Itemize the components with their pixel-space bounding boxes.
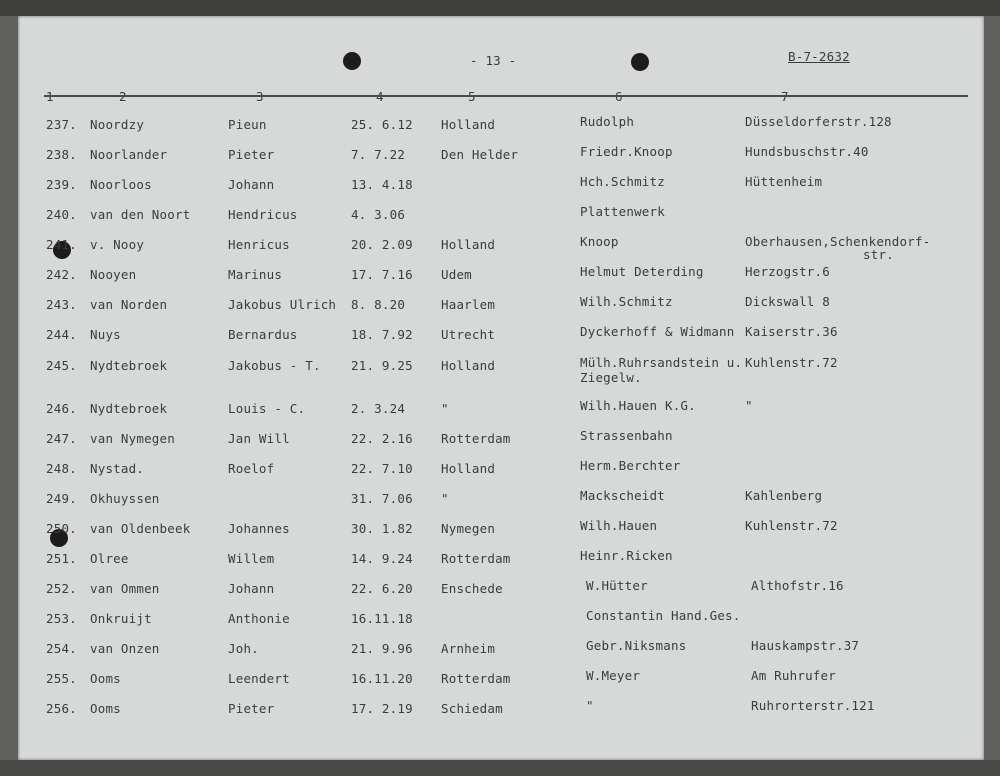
firstname-cell: Johannes bbox=[228, 521, 290, 536]
document-page bbox=[18, 16, 984, 760]
row-number: 244. bbox=[46, 327, 77, 342]
birthplace-cell: Utrecht bbox=[441, 327, 496, 342]
surname-cell: Noorlander bbox=[90, 147, 168, 162]
address-cell: Kuhlenstr.72 bbox=[745, 355, 838, 370]
firstname-cell: Jan Will bbox=[228, 431, 290, 446]
firstname-cell: Johann bbox=[228, 581, 275, 596]
birthdate-cell: 16.11.18 bbox=[351, 611, 413, 626]
birthplace-cell: Nymegen bbox=[441, 521, 496, 536]
surname-cell: Onkruijt bbox=[90, 611, 152, 626]
header-rule bbox=[44, 95, 968, 97]
surname-cell: Noordzy bbox=[90, 117, 145, 132]
employer-continuation: Ziegelw. bbox=[580, 370, 642, 385]
birthplace-cell: Holland bbox=[441, 461, 496, 476]
address-cell: Kaiserstr.36 bbox=[745, 324, 838, 339]
employer-cell: W.Meyer bbox=[586, 668, 641, 683]
scanner-background-bottom bbox=[0, 760, 1000, 776]
surname-cell: Ooms bbox=[90, 671, 121, 686]
address-cell: Kuhlenstr.72 bbox=[745, 518, 838, 533]
surname-cell: van Ommen bbox=[90, 581, 160, 596]
address-cell: Hundsbuschstr.40 bbox=[745, 144, 869, 159]
surname-cell: Nooyen bbox=[90, 267, 137, 282]
row-number: 238. bbox=[46, 147, 77, 162]
address-cell: Hüttenheim bbox=[745, 174, 823, 189]
surname-cell: Olree bbox=[90, 551, 129, 566]
firstname-cell: Bernardus bbox=[228, 327, 298, 342]
page-number: - 13 - bbox=[470, 53, 517, 68]
reference-number: B-7-2632 bbox=[788, 49, 850, 64]
employer-cell: Heinr.Ricken bbox=[580, 548, 673, 563]
row-number: 250. bbox=[46, 521, 77, 536]
row-number: 241. bbox=[46, 237, 77, 252]
firstname-cell: Louis - C. bbox=[228, 401, 306, 416]
employer-cell: Friedr.Knoop bbox=[580, 144, 673, 159]
row-number: 240. bbox=[46, 207, 77, 222]
row-number: 246. bbox=[46, 401, 77, 416]
birthdate-cell: 21. 9.96 bbox=[351, 641, 413, 656]
address-cell: Oberhausen,Schenkendorf- bbox=[745, 234, 931, 249]
employer-cell: Mülh.Ruhrsandstein u. bbox=[580, 355, 743, 370]
firstname-cell: Pieun bbox=[228, 117, 267, 132]
birthdate-cell: 16.11.20 bbox=[351, 671, 413, 686]
birthplace-cell: Holland bbox=[441, 358, 496, 373]
birthdate-cell: 31. 7.06 bbox=[351, 491, 413, 506]
employer-cell: Knoop bbox=[580, 234, 619, 249]
firstname-cell: Marinus bbox=[228, 267, 283, 282]
surname-cell: Nydtebroek bbox=[90, 401, 168, 416]
row-number: 252. bbox=[46, 581, 77, 596]
firstname-cell: Jakobus - T. bbox=[228, 358, 321, 373]
birthplace-cell: Holland bbox=[441, 117, 496, 132]
firstname-cell: Leendert bbox=[228, 671, 290, 686]
employer-cell: Rudolph bbox=[580, 114, 635, 129]
surname-cell: Okhuyssen bbox=[90, 491, 160, 506]
row-number: 237. bbox=[46, 117, 77, 132]
row-number: 245. bbox=[46, 358, 77, 373]
scanner-background-top bbox=[0, 0, 1000, 16]
employer-cell: Mackscheidt bbox=[580, 488, 665, 503]
employer-cell: Wilh.Schmitz bbox=[580, 294, 673, 309]
address-cell: Ruhrorterstr.121 bbox=[751, 698, 875, 713]
firstname-cell: Roelof bbox=[228, 461, 275, 476]
row-number: 239. bbox=[46, 177, 77, 192]
firstname-cell: Joh. bbox=[228, 641, 259, 656]
birthplace-cell: Udem bbox=[441, 267, 472, 282]
address-cell: Düsseldorferstr.128 bbox=[745, 114, 892, 129]
row-number: 251. bbox=[46, 551, 77, 566]
employer-cell: Dyckerhoff & Widmann bbox=[580, 324, 735, 339]
surname-cell: Ooms bbox=[90, 701, 121, 716]
birthdate-cell: 14. 9.24 bbox=[351, 551, 413, 566]
employer-cell: Strassenbahn bbox=[580, 428, 673, 443]
row-number: 254. bbox=[46, 641, 77, 656]
address-cell: Am Ruhrufer bbox=[751, 668, 836, 683]
birthplace-cell: Arnheim bbox=[441, 641, 496, 656]
surname-cell: van Onzen bbox=[90, 641, 160, 656]
row-number: 248. bbox=[46, 461, 77, 476]
birthdate-cell: 22. 6.20 bbox=[351, 581, 413, 596]
surname-cell: Nydtebroek bbox=[90, 358, 168, 373]
row-number: 242. bbox=[46, 267, 77, 282]
row-number: 249. bbox=[46, 491, 77, 506]
birthdate-cell: 21. 9.25 bbox=[351, 358, 413, 373]
surname-cell: van den Noort bbox=[90, 207, 191, 222]
birthplace-cell: " bbox=[441, 491, 449, 506]
birthplace-cell: Schiedam bbox=[441, 701, 503, 716]
surname-cell: v. Nooy bbox=[90, 237, 145, 252]
employer-cell: Helmut Deterding bbox=[580, 264, 704, 279]
surname-cell: Nuys bbox=[90, 327, 121, 342]
surname-cell: van Norden bbox=[90, 297, 168, 312]
surname-cell: Nystad. bbox=[90, 461, 145, 476]
birthplace-cell: Enschede bbox=[441, 581, 503, 596]
address-cell: " bbox=[745, 398, 753, 413]
address-cell: Hauskampstr.37 bbox=[751, 638, 860, 653]
row-number: 255. bbox=[46, 671, 77, 686]
row-number: 247. bbox=[46, 431, 77, 446]
row-number: 256. bbox=[46, 701, 77, 716]
firstname-cell: Jakobus Ulrich bbox=[228, 297, 337, 312]
employer-cell: Gebr.Niksmans bbox=[586, 638, 687, 653]
employer-cell: " bbox=[586, 698, 594, 713]
employer-cell: Herm.Berchter bbox=[580, 458, 681, 473]
birthdate-cell: 20. 2.09 bbox=[351, 237, 413, 252]
firstname-cell: Henricus bbox=[228, 237, 290, 252]
birthplace-cell: Haarlem bbox=[441, 297, 496, 312]
birthdate-cell: 30. 1.82 bbox=[351, 521, 413, 536]
address-cell: Althofstr.16 bbox=[751, 578, 844, 593]
firstname-cell: Pieter bbox=[228, 147, 275, 162]
birthdate-cell: 17. 7.16 bbox=[351, 267, 413, 282]
birthdate-cell: 8. 8.20 bbox=[351, 297, 406, 312]
birthdate-cell: 4. 3.06 bbox=[351, 207, 406, 222]
address-cell: Dickswall 8 bbox=[745, 294, 830, 309]
birthdate-cell: 17. 2.19 bbox=[351, 701, 413, 716]
birthplace-cell: Rotterdam bbox=[441, 671, 511, 686]
address-cell: Kahlenberg bbox=[745, 488, 823, 503]
employer-cell: Wilh.Hauen K.G. bbox=[580, 398, 696, 413]
birthplace-cell: Holland bbox=[441, 237, 496, 252]
birthplace-cell: Rotterdam bbox=[441, 431, 511, 446]
firstname-cell: Anthonie bbox=[228, 611, 290, 626]
birthdate-cell: 22. 7.10 bbox=[351, 461, 413, 476]
address-cell: Herzogstr.6 bbox=[745, 264, 830, 279]
row-number: 243. bbox=[46, 297, 77, 312]
surname-cell: van Nymegen bbox=[90, 431, 175, 446]
firstname-cell: Johann bbox=[228, 177, 275, 192]
birthdate-cell: 22. 2.16 bbox=[351, 431, 413, 446]
employer-cell: W.Hütter bbox=[586, 578, 648, 593]
firstname-cell: Willem bbox=[228, 551, 275, 566]
address-continuation: str. bbox=[863, 247, 894, 262]
birthplace-cell: Den Helder bbox=[441, 147, 519, 162]
firstname-cell: Hendricus bbox=[228, 207, 298, 222]
employer-cell: Constantin Hand.Ges. bbox=[586, 608, 741, 623]
birthplace-cell: " bbox=[441, 401, 449, 416]
birthdate-cell: 7. 7.22 bbox=[351, 147, 406, 162]
birthdate-cell: 18. 7.92 bbox=[351, 327, 413, 342]
punch-hole bbox=[631, 53, 649, 71]
employer-cell: Wilh.Hauen bbox=[580, 518, 658, 533]
row-number: 253. bbox=[46, 611, 77, 626]
surname-cell: van Oldenbeek bbox=[90, 521, 191, 536]
birthdate-cell: 25. 6.12 bbox=[351, 117, 413, 132]
employer-cell: Hch.Schmitz bbox=[580, 174, 665, 189]
employer-cell: Plattenwerk bbox=[580, 204, 665, 219]
punch-hole bbox=[343, 52, 361, 70]
birthplace-cell: Rotterdam bbox=[441, 551, 511, 566]
birthdate-cell: 13. 4.18 bbox=[351, 177, 413, 192]
firstname-cell: Pieter bbox=[228, 701, 275, 716]
surname-cell: Noorloos bbox=[90, 177, 152, 192]
birthdate-cell: 2. 3.24 bbox=[351, 401, 406, 416]
